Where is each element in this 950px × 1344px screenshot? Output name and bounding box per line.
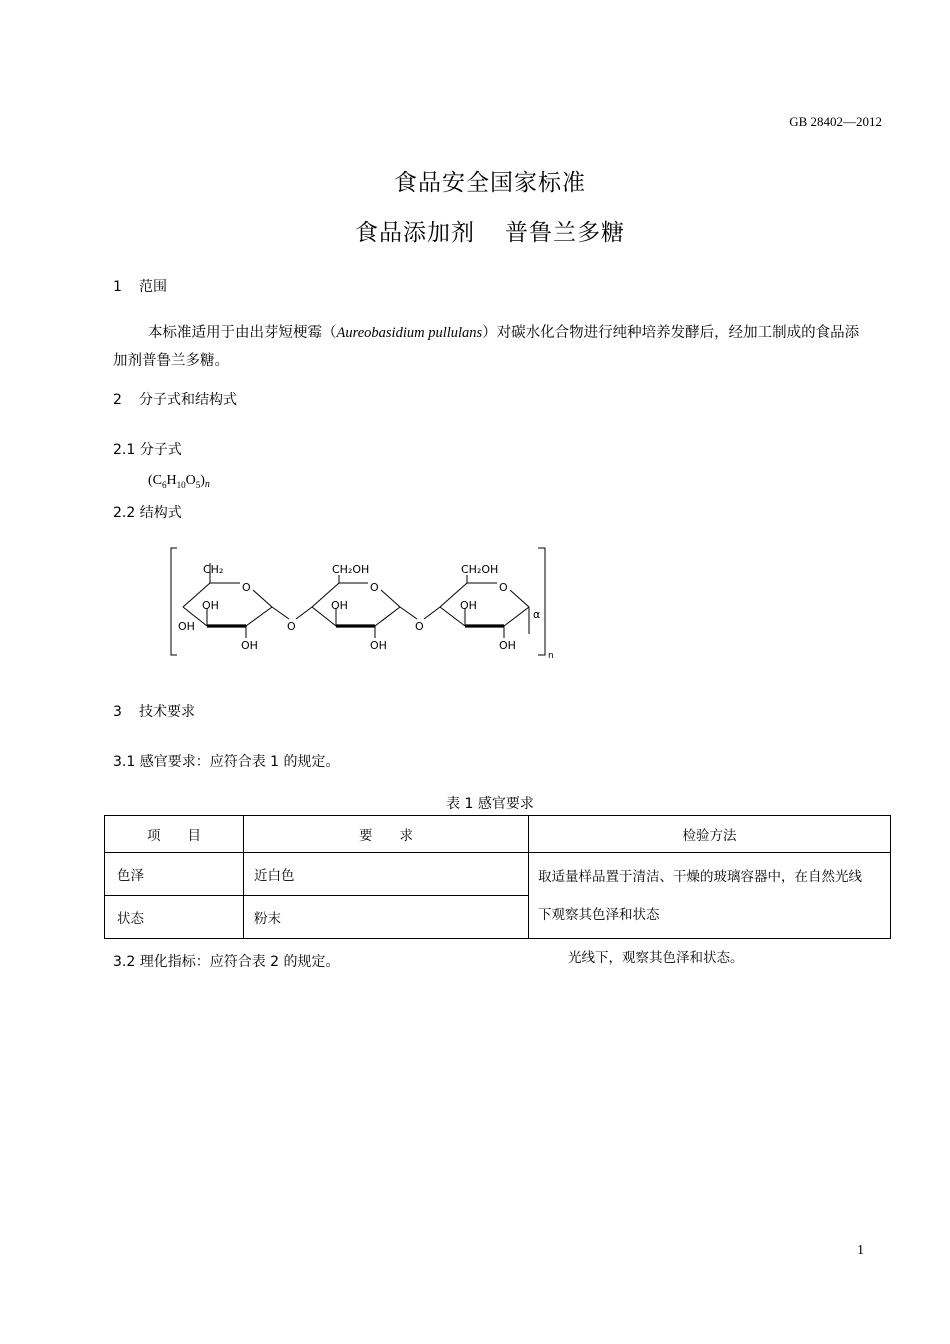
- formula-part: (C: [148, 473, 162, 488]
- table-1-caption: 表 1 感官要求: [446, 796, 534, 812]
- ch2-label: CH₂: [203, 563, 224, 576]
- document-subtitle: [0, 214, 950, 247]
- section-title: 范围: [139, 279, 167, 295]
- item-cell: 色泽: [105, 853, 244, 896]
- formula-subscript: 6: [162, 479, 167, 490]
- ch2oh-label: CH₂OH: [461, 563, 499, 576]
- header-method: 检验方法: [529, 816, 891, 853]
- section-number: 3: [113, 704, 122, 720]
- section-title: 分子式和结构式: [139, 392, 237, 408]
- section-2-2-heading: 2.2 结构式: [113, 505, 182, 521]
- header-item: 项 目: [105, 816, 244, 853]
- section-3-heading: [113, 701, 195, 721]
- alpha-marker-label: α: [533, 608, 541, 621]
- oh-label: OH: [460, 599, 477, 612]
- section-2-1-heading: 2.1 分子式: [113, 442, 182, 458]
- section-number: 1: [113, 279, 122, 295]
- requirement-cell: 粉末: [244, 896, 529, 939]
- page-number: 1: [857, 1243, 864, 1258]
- oh-label: OH: [241, 639, 258, 652]
- item-cell: 状态: [105, 896, 244, 939]
- ring-oxygen-label: O: [499, 581, 508, 594]
- formula-part: O: [185, 473, 196, 488]
- section-3-1-heading: 3.1 感官要求：应符合表 1 的规定。: [113, 754, 340, 770]
- section-3-2-heading: 3.2 理化指标：应符合表 2 的规定。: [113, 954, 340, 970]
- stray-method-text: 光线下，观察其色泽和状态。: [568, 950, 744, 965]
- subtitle-part-2: 普鲁兰多糖: [505, 220, 625, 246]
- scope-text-part: 本标准适用于由出芽短梗霉（: [148, 325, 337, 341]
- sensory-requirements-table: [104, 815, 891, 939]
- subtitle-part-1: 食品添加剂: [355, 220, 475, 246]
- pullulan-structural-formula: [160, 541, 570, 666]
- molecular-formula: [148, 473, 210, 490]
- table-header-row: [105, 816, 891, 853]
- document-title: 食品安全国家标准: [394, 170, 586, 196]
- section-title: 技术要求: [139, 704, 195, 720]
- scope-paragraph: [113, 319, 873, 375]
- method-line-1: 取适量样品置于清洁、干燥的玻璃容器中，在自然光线: [538, 868, 862, 884]
- table-row: [105, 853, 891, 896]
- formula-part: H: [166, 473, 177, 488]
- ring-oxygen-label: O: [242, 581, 251, 594]
- method-line-2: 下观察其色泽和状态: [538, 906, 660, 922]
- oh-label: OH: [178, 620, 195, 633]
- repeat-n-label: n: [548, 651, 554, 661]
- glycosidic-oxygen-label: O: [415, 620, 424, 633]
- formula-subscript: 10: [176, 479, 186, 490]
- glycosidic-oxygen-label: O: [287, 620, 296, 633]
- oh-label: OH: [499, 639, 516, 652]
- ch2oh-label: CH₂OH: [332, 563, 370, 576]
- section-1-heading: [113, 276, 167, 296]
- standard-code: GB 28402—2012: [789, 114, 882, 129]
- section-2-heading: [113, 389, 237, 409]
- ring-oxygen-label: O: [370, 581, 379, 594]
- header-requirement: 要 求: [244, 816, 529, 853]
- scope-text-part: ）对碳水化合物进行纯种培养发酵后，经加工制成的食品添加剂普鲁兰多糖。: [113, 325, 860, 369]
- species-latin-name: Aureobasidium pullulans: [336, 325, 483, 341]
- method-cell: [529, 853, 891, 939]
- oh-label: OH: [331, 599, 348, 612]
- formula-part: ): [200, 473, 205, 488]
- oh-label: OH: [370, 639, 387, 652]
- section-number: 2: [113, 392, 122, 408]
- requirement-cell: 近白色: [244, 853, 529, 896]
- formula-subscript: 5: [195, 479, 201, 490]
- formula-repeat-n: n: [204, 479, 210, 490]
- oh-label: OH: [202, 599, 219, 612]
